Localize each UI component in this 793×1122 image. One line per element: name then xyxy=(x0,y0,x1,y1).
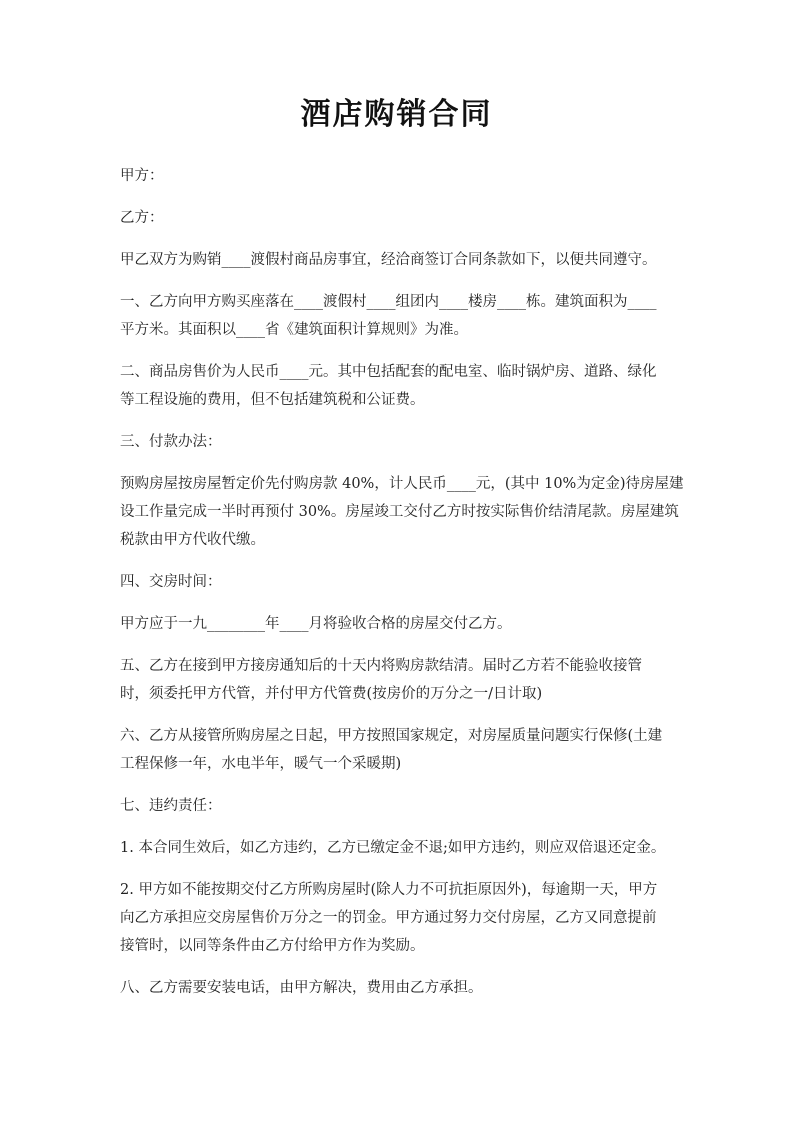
clause-2 xyxy=(120,358,680,414)
clause-8 xyxy=(120,974,680,1002)
text-line: 七、违约责任： xyxy=(120,798,222,814)
text-line: 1. 本合同生效后，如乙方违约，乙方已缴定金不退;如甲方违约，则应双倍退还定金。 xyxy=(120,840,666,856)
clause-1 xyxy=(120,288,680,344)
text-line: 设工作量完成一半时再预付 30%。房屋竣工交付乙方时按实际售价结清尾款。房屋建筑 xyxy=(120,504,679,520)
breach-item-1 xyxy=(120,834,680,862)
party-b-line xyxy=(120,204,680,232)
text-line: 乙方： xyxy=(120,210,164,226)
text-line: 四、交房时间： xyxy=(120,574,222,590)
text-line: 一、乙方向甲方购买座落在____渡假村____组团内____楼房____栋。建筑面积为____ xyxy=(120,294,657,310)
clause-5 xyxy=(120,652,680,708)
text-line: 甲乙双方为购销____渡假村商品房事宜，经洽商签订合同条款如下，以便共同遵守。 xyxy=(120,252,657,268)
text-line: 三、付款办法： xyxy=(120,434,222,450)
text-line: 平方米。其面积以____省《建筑面积计算规则》为准。 xyxy=(120,322,468,338)
delivery-paragraph xyxy=(120,610,680,638)
text-line: 时，须委托甲方代管，并付甲方代管费(按房价的万分之一/日计取) xyxy=(120,686,543,702)
text-line: 八、乙方需要安装电话，由甲方解决，费用由乙方承担。 xyxy=(120,980,483,996)
text-line: 接管时，以同等条件由乙方付给甲方作为奖励。 xyxy=(120,938,425,954)
text-line: 向乙方承担应交房屋售价万分之一的罚金。甲方通过努力交付房屋，乙方又同意提前 xyxy=(120,910,657,926)
payment-paragraph xyxy=(120,470,684,554)
clause-3-heading xyxy=(120,428,680,456)
text-line: 等工程设施的费用，但不包括建筑税和公证费。 xyxy=(120,392,425,408)
clause-7-heading xyxy=(120,792,680,820)
party-a-line xyxy=(120,162,680,190)
breach-item-2 xyxy=(120,876,680,960)
text-line: 2. 甲方如不能按期交付乙方所购房屋时(除人力不可抗拒原因外)，每逾期一天，甲方 xyxy=(120,882,658,898)
text-line: 五、乙方在接到甲方接房通知后的十天内将购房款结清。届时乙方若不能验收接管 xyxy=(120,658,642,674)
text-line: 税款由甲方代收代缴。 xyxy=(120,532,265,548)
text-line: 二、商品房售价为人民币____元。其中包括配套的配电室、临时锅炉房、道路、绿化 xyxy=(120,364,657,380)
clause-4-heading xyxy=(120,568,680,596)
intro-paragraph xyxy=(120,246,680,274)
text-line: 六、乙方从接管所购房屋之日起，甲方按照国家规定，对房屋质量问题实行保修(土建 xyxy=(120,728,663,744)
document-title: 酒店购销合同 xyxy=(300,97,493,132)
text-line: 甲方应于一九________年____月将验收合格的房屋交付乙方。 xyxy=(120,616,512,632)
text-line: 甲方： xyxy=(120,168,164,184)
clause-6 xyxy=(120,722,680,778)
text-line: 预购房屋按房屋暂定价先付购房款 40%，计人民币____元，(其中 10%为定金)待房屋建 xyxy=(120,476,684,492)
text-line: 工程保修一年，水电半年，暖气一个采暖期) xyxy=(120,756,402,772)
